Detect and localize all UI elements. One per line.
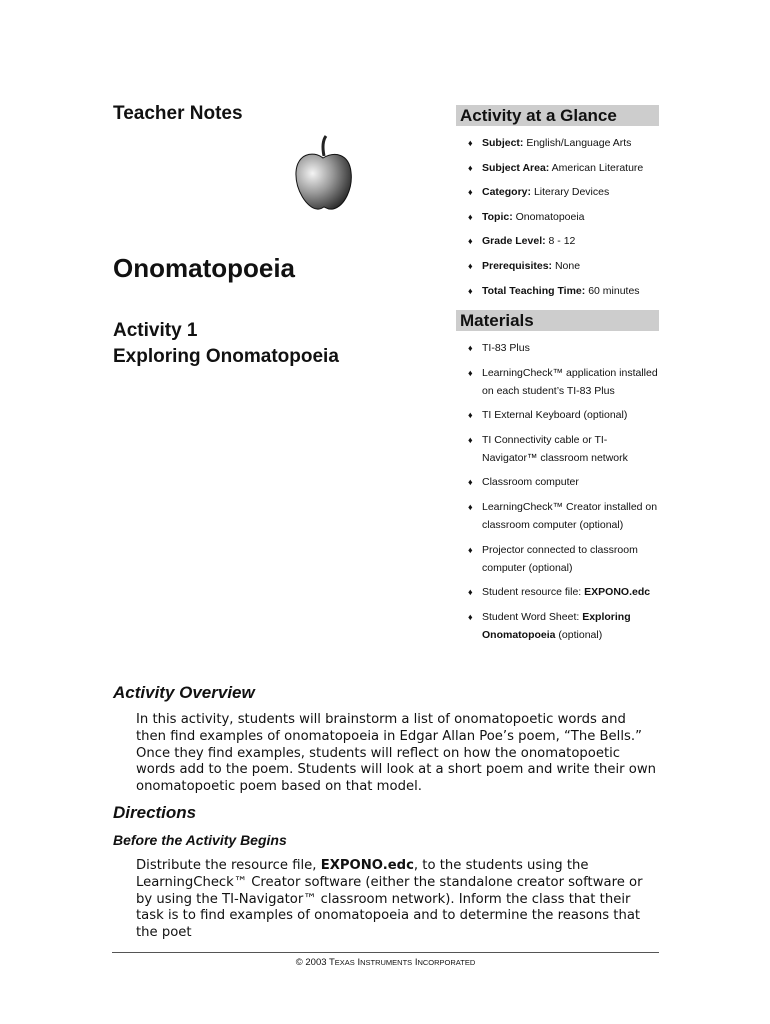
activity-number: Activity 1 — [113, 320, 198, 341]
materials-item: ♦ Classroom computer — [468, 473, 658, 491]
materials-item: ♦ TI Connectivity cable or TI-Navigator™ classroom network — [468, 431, 658, 467]
glance-item: ♦ Grade Level: 8 - 12 — [468, 232, 668, 250]
glance-heading: Activity at a Glance — [456, 105, 659, 126]
before-activity-subheading: Before the Activity Begins — [113, 832, 287, 848]
materials-item: ♦ Student Word Sheet: Exploring Onomatopoeia (optional) — [468, 608, 658, 644]
diamond-bullet-icon: ♦ — [468, 343, 473, 353]
glance-item: ♦ Category: Literary Devices — [468, 183, 668, 201]
diamond-bullet-icon: ♦ — [468, 501, 473, 512]
materials-item: ♦ TI-83 Plus — [468, 339, 658, 357]
diamond-bullet-icon: ♦ — [468, 367, 473, 378]
footer-rule — [112, 952, 659, 953]
footer-copyright: © 2003 TEXAS INSTRUMENTS INCORPORATED — [295, 957, 476, 968]
materials-item: ♦ Student resource file: EXPONO.edc — [468, 583, 658, 601]
diamond-bullet-icon: ♦ — [468, 187, 473, 198]
diamond-bullet-icon: ♦ — [468, 477, 473, 488]
document-title: Onomatopoeia — [113, 253, 296, 283]
diamond-bullet-icon: ♦ — [468, 410, 473, 421]
diamond-bullet-icon: ♦ — [468, 260, 473, 271]
activity-title — [113, 318, 339, 370]
apple-icon — [293, 134, 353, 212]
overview-text: In this activity, students will brainstorm a list of onomatopoetic words and then find examples of onomatopoeia in Edgar Allan Poe’s poem, “The Bells.” Once they find examples, students will reflect on how the onomatopoetic words add to the poem. Students will look at a short poem and write their own onomatopoetic poem based on that model. — [136, 712, 656, 795]
materials-item: ♦ Projector connected to classroom computer (optional) — [468, 541, 658, 577]
diamond-bullet-icon: ♦ — [468, 544, 473, 555]
diamond-bullet-icon: ♦ — [468, 162, 473, 173]
materials-item: ♦ LearningCheck™ Creator installed on classroom computer (optional) — [468, 498, 658, 534]
diamond-bullet-icon: ♦ — [468, 611, 473, 622]
diamond-bullet-icon: ♦ — [468, 587, 473, 598]
diamond-bullet-icon: ♦ — [468, 434, 473, 445]
materials-item: ♦ TI External Keyboard (optional) — [468, 406, 658, 424]
diamond-bullet-icon: ♦ — [468, 236, 473, 247]
glance-item: ♦ Total Teaching Time: 60 minutes — [468, 282, 668, 300]
materials-item: ♦ LearningCheck™ application installed on each student’s TI-83 Plus — [468, 364, 658, 400]
overview-heading: Activity Overview — [113, 683, 255, 702]
glance-list — [468, 134, 668, 300]
materials-heading: Materials — [456, 310, 659, 331]
diamond-bullet-icon: ♦ — [468, 285, 473, 296]
directions-heading: Directions — [113, 803, 197, 822]
teacher-notes-label: Teacher Notes — [113, 103, 243, 124]
directions-text: Distribute the resource file, EXPONO.edc, to the students using the LearningCheck™ Creator software (either the standalone creator software or by using the TI-Navigator™ classroom network). Inform the class that their task is to find examples of onomatopoeia and to determine the reasons that the poet — [136, 858, 643, 941]
activity-name: Exploring Onomatopoeia — [113, 346, 339, 367]
glance-item: ♦ Subject Area: American Literature — [468, 159, 668, 177]
glance-item: ♦ Subject: English/Language Arts — [468, 134, 668, 152]
diamond-bullet-icon: ♦ — [468, 211, 473, 222]
glance-item: ♦ Prerequisites: None — [468, 257, 668, 275]
materials-list — [468, 339, 658, 644]
diamond-bullet-icon: ♦ — [468, 138, 473, 148]
glance-item: ♦ Topic: Onomatopoeia — [468, 208, 668, 226]
